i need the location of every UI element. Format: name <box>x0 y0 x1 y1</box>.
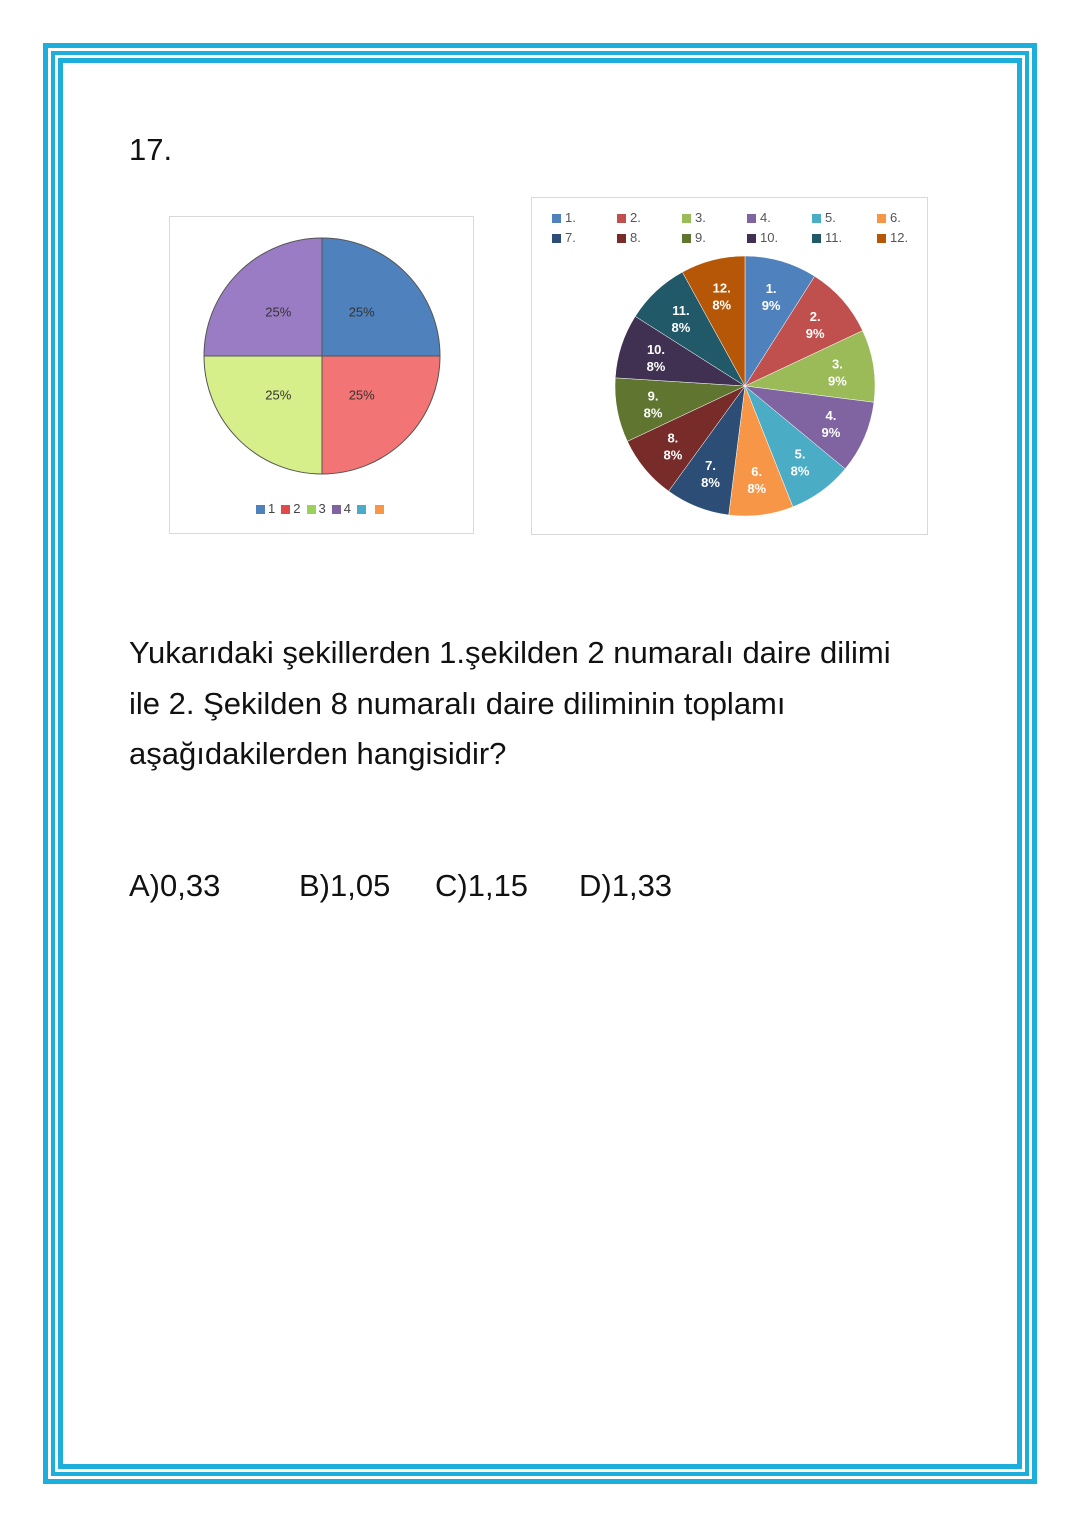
legend-item: 2. <box>617 210 641 225</box>
pie-1-label: 25% <box>348 387 375 403</box>
option-b[interactable]: B)1,05 <box>299 868 391 903</box>
legend-item: 6. <box>877 210 901 225</box>
pie-2-label-category: 5. <box>794 446 806 462</box>
legend-item: 8. <box>617 230 641 245</box>
pie-2-label-category: 9. <box>647 388 659 404</box>
question-line-1: Yukarıdaki şekillerden 1.şekilden 2 numaralı daire dilimi <box>129 635 891 670</box>
legend-swatch <box>256 505 265 514</box>
question-line-2: ile 2. Şekilden 8 numaralı daire diliminin toplamı <box>129 685 786 721</box>
legend-item: 4 <box>332 501 351 516</box>
pie-2-label-category: 4. <box>825 408 837 424</box>
pie-2-label-value: 8% <box>747 480 767 496</box>
option-a[interactable]: A)0,33 <box>129 868 221 903</box>
question-line-3: aşağıdakilerden hangisidir? <box>129 736 507 771</box>
pie-2-label-value: 8% <box>643 405 663 421</box>
legend-item: 3. <box>682 210 706 225</box>
pie-1-label: 25% <box>348 304 375 320</box>
pie-2-label-value: 9% <box>821 425 841 441</box>
legend-item: 10. <box>747 230 778 245</box>
pie-2-label-value: 8% <box>790 463 810 479</box>
legend-item <box>375 501 387 516</box>
pie-2-label-value: 8% <box>712 297 732 313</box>
pie-2-label-category: 7. <box>705 458 716 474</box>
pie-2-label-value: 9% <box>805 326 825 342</box>
pie-1-slice-1 <box>322 238 440 356</box>
pie-2-label-value: 8% <box>663 447 683 463</box>
pie-2-label-category: 11. <box>672 302 690 318</box>
pie-1-label: 25% <box>265 387 292 403</box>
pie-1-slice-4 <box>204 238 322 356</box>
pie-chart-1-legend <box>170 501 473 516</box>
option-d[interactable]: D)1,33 <box>579 868 673 903</box>
pie-chart-2-plot <box>532 198 927 534</box>
legend-item: 3 <box>307 501 326 516</box>
legend-swatch <box>307 505 316 514</box>
pie-2-label-value: 8% <box>646 359 666 375</box>
legend-item <box>357 501 369 516</box>
legend-item: 4. <box>747 210 771 225</box>
pie-2-label-value: 9% <box>761 298 781 314</box>
pie-2-label-category: 3. <box>832 356 843 372</box>
legend-swatch <box>332 505 341 514</box>
pie-chart-2 <box>531 197 928 535</box>
legend-item: 5. <box>812 210 836 225</box>
legend-swatch <box>357 505 366 514</box>
pie-2-label-value: 8% <box>701 475 720 491</box>
pie-2-label-category: 2. <box>809 309 821 325</box>
pie-chart-1-plot <box>170 217 473 497</box>
legend-swatch <box>281 505 290 514</box>
legend-item: 9. <box>682 230 706 245</box>
pie-2-label-category: 8. <box>667 430 679 446</box>
pie-2-label-category: 12. <box>712 280 731 296</box>
legend-item: 1. <box>552 210 576 225</box>
pie-2-label-category: 10. <box>646 342 666 358</box>
pie-chart-1 <box>169 216 474 534</box>
legend-item: 7. <box>552 230 576 245</box>
pie-1-slice-3 <box>204 356 322 474</box>
legend-item: 12. <box>877 230 908 245</box>
legend-item: 1 <box>256 501 275 516</box>
option-c[interactable]: C)1,15 <box>435 868 529 903</box>
question-number: 17. <box>129 132 173 167</box>
legend-swatch <box>375 505 384 514</box>
pie-1-label: 25% <box>265 304 292 320</box>
legend-item: 2 <box>281 501 300 516</box>
question-text <box>129 628 969 780</box>
pie-1-slice-2 <box>322 356 440 474</box>
pie-2-label-category: 6. <box>751 463 763 479</box>
pie-2-label-value: 8% <box>671 319 691 335</box>
pie-2-label-category: 1. <box>765 281 777 297</box>
legend-item: 11. <box>812 230 842 245</box>
pie-2-label-value: 9% <box>828 373 847 389</box>
